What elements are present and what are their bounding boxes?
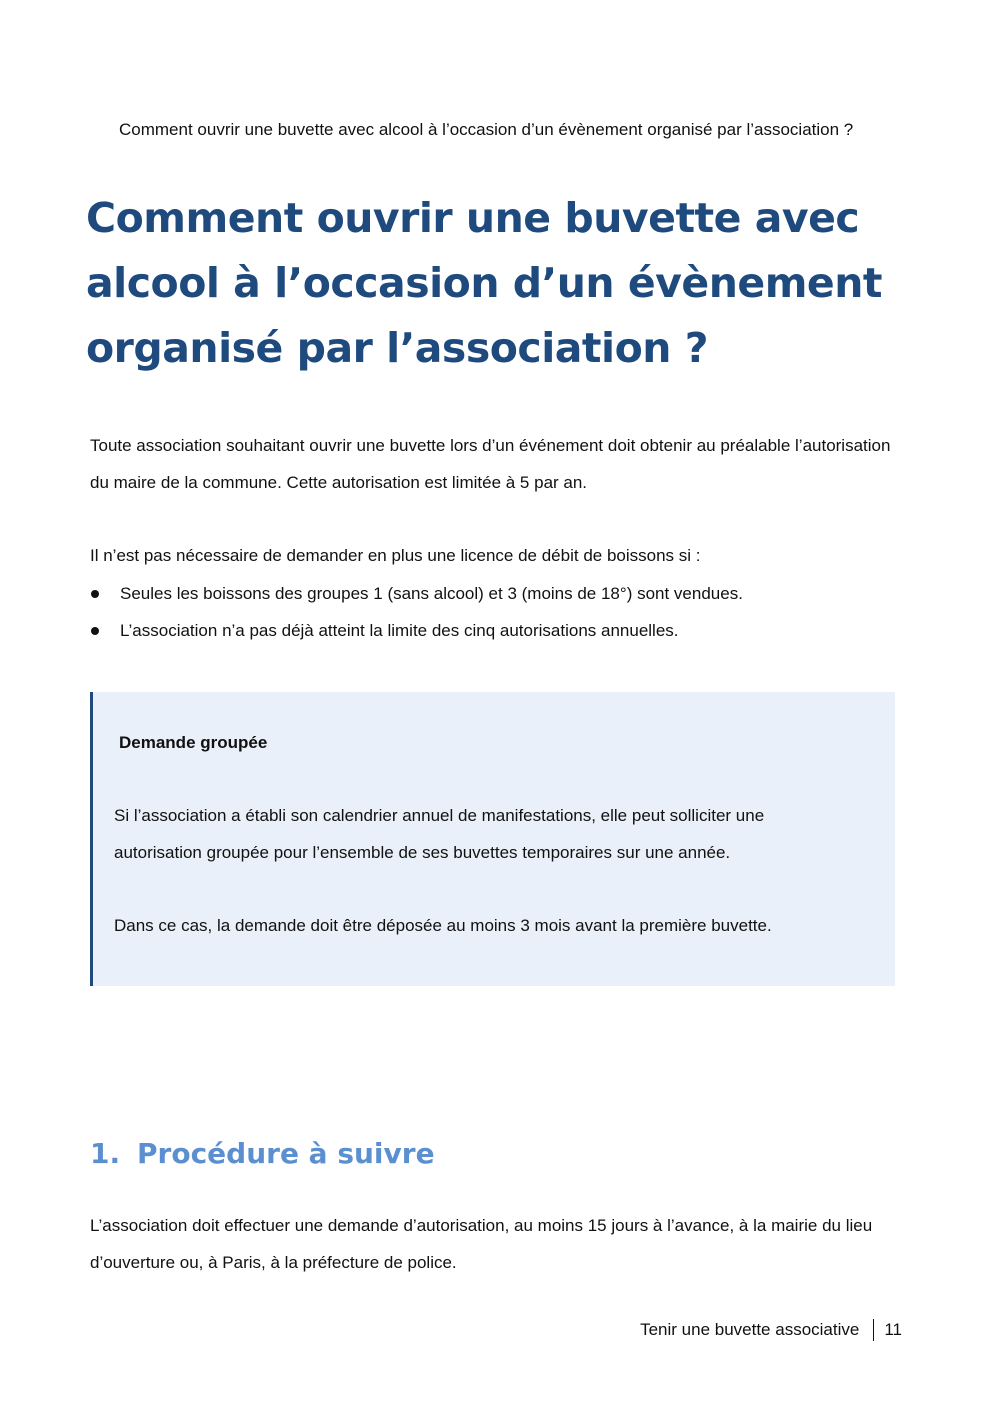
- callout-box: [90, 692, 895, 986]
- list-item: [90, 575, 900, 612]
- conditions-intro: Il n’est pas nécessaire de demander en plus une licence de débit de boissons si :: [90, 546, 701, 565]
- page-number: 11: [884, 1320, 902, 1339]
- section-paragraph: L’association doit effectuer une demande d’autorisation, au moins 15 jours à l’avance, à la mairie du lieu d’ouverture ou, à Paris, à la préfecture de police.: [90, 1216, 873, 1272]
- page-title: Comment ouvrir une buvette avec alcool à l’occasion d’un évènement organisé par l’association ?: [86, 194, 883, 372]
- conditions-list: [90, 575, 900, 649]
- page-footer: [640, 1318, 902, 1342]
- bullet-icon: [91, 590, 99, 598]
- condition-text: Seules les boissons des groupes 1 (sans alcool) et 3 (moins de 18°) sont vendues.: [120, 584, 743, 603]
- callout-paragraph: Si l’association a établi son calendrier annuel de manifestations, elle peut solliciter une autorisation groupée pour l’ensemble de ses buvettes temporaires sur une année.: [114, 806, 765, 862]
- footer-divider: [873, 1319, 874, 1341]
- section-number: 1.: [90, 1137, 121, 1170]
- section-title: Procédure à suivre: [137, 1137, 435, 1170]
- callout-title: Demande groupée: [119, 733, 268, 752]
- callout-paragraph: Dans ce cas, la demande doit être déposée au moins 3 mois avant la première buvette.: [114, 916, 772, 935]
- section-heading: [90, 1134, 435, 1174]
- condition-text: L’association n’a pas déjà atteint la limite des cinq autorisations annuelles.: [120, 621, 679, 640]
- intro-paragraph: Toute association souhaitant ouvrir une buvette lors d’un événement doit obtenir au préalable l’autorisation du maire de la commune. Cette autorisation est limitée à 5 par an.: [90, 436, 891, 492]
- list-item: [90, 612, 900, 649]
- bullet-icon: [91, 627, 99, 635]
- footer-document-title: Tenir une buvette associative: [640, 1320, 860, 1339]
- running-header: Comment ouvrir une buvette avec alcool à l’occasion d’un évènement organisé par l’association ?: [119, 120, 854, 139]
